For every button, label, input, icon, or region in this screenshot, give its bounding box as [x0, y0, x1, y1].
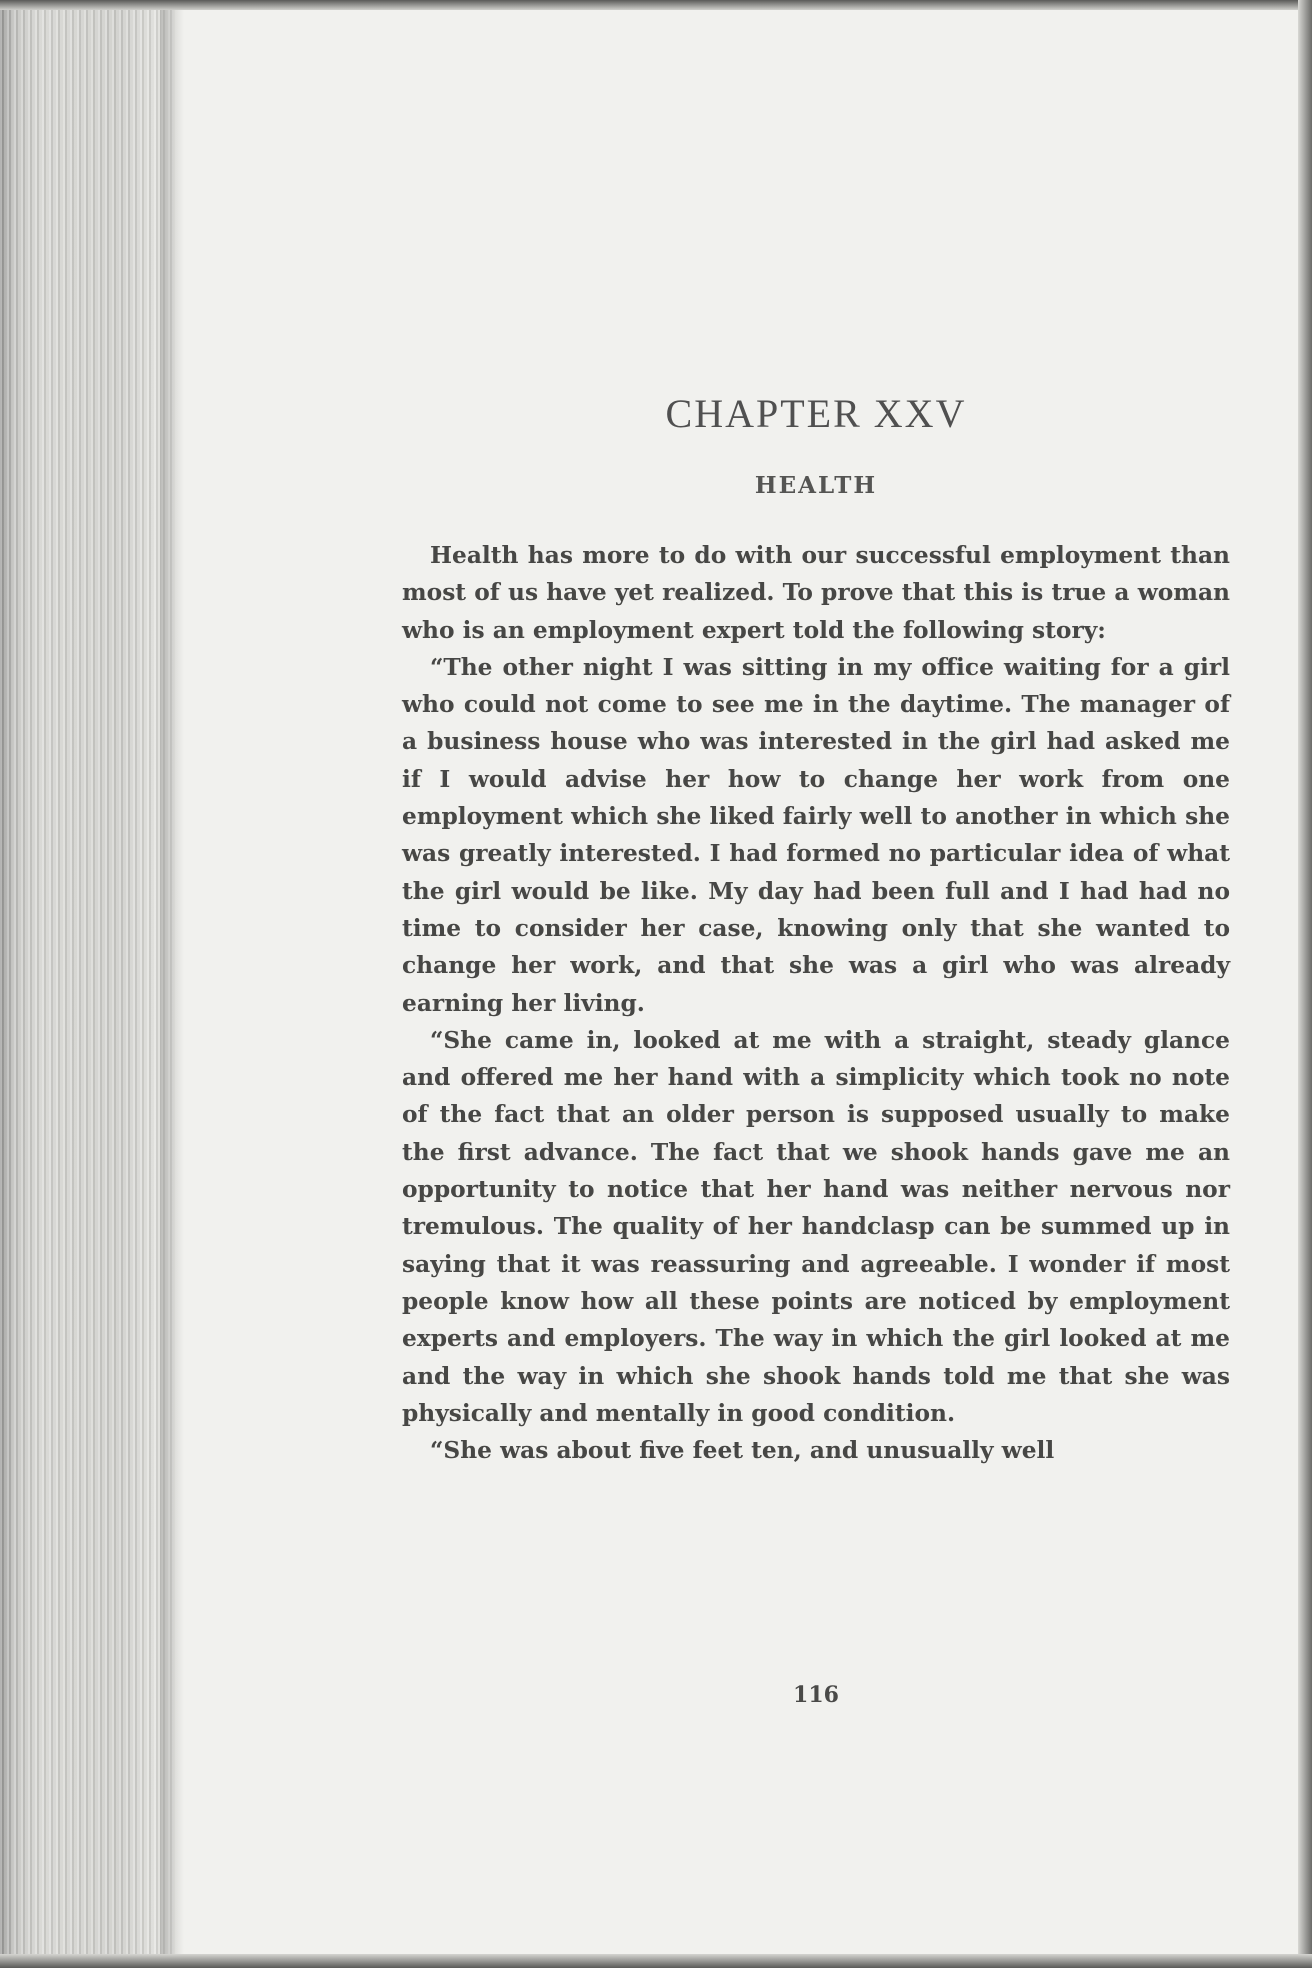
chapter-title: CHAPTER XXV [665, 391, 967, 436]
page-number: 116 [793, 1682, 839, 1708]
body-text [402, 537, 1230, 1469]
book-page-edges [0, 0, 175, 1968]
scan-border-top [0, 0, 1312, 10]
paragraph: “The other night I was sitting in my office waiting for a girl who could not come to see me in the daytime. The manager of a business house who was interested in the girl had asked me if I would advise her how to change her work from one employment which she liked fairly well to another in which she was greatly interested. I had formed no particular idea of what the girl would be like. My day had been full and I had had no time to consider her case, knowing only that she wanted to change her work, and that she was a girl who was already earning her living. [402, 653, 1230, 1017]
paragraph: Health has more to do with our successful employment than most of us have yet realized. To prove that this is true a woman who is an employment expert told the following story: [402, 542, 1230, 644]
paragraph: “She was about five feet ten, and unusually well [430, 1437, 1055, 1465]
gutter-shadow [160, 0, 184, 1968]
scan-border-right [1298, 0, 1312, 1968]
scan-border-bottom [0, 1954, 1312, 1968]
section-title: HEALTH [754, 472, 878, 499]
paragraph: “She came in, looked at me with a straight, steady glance and offered me her hand with a simplicity which took no note of the fact that an older person is supposed usually to make the first advance. The fact that we shook hands gave me an opportunity to notice that her hand was neither nervous nor tremulous. The quality of her handclasp can be summed up in saying that it was reassuring and agreeable. I wonder if most people know how all these points are noticed by employment experts and employers. The way in which the girl looked at me and the way in which she shook hands told me that she was physically and mentally in good condition. [402, 1026, 1230, 1427]
